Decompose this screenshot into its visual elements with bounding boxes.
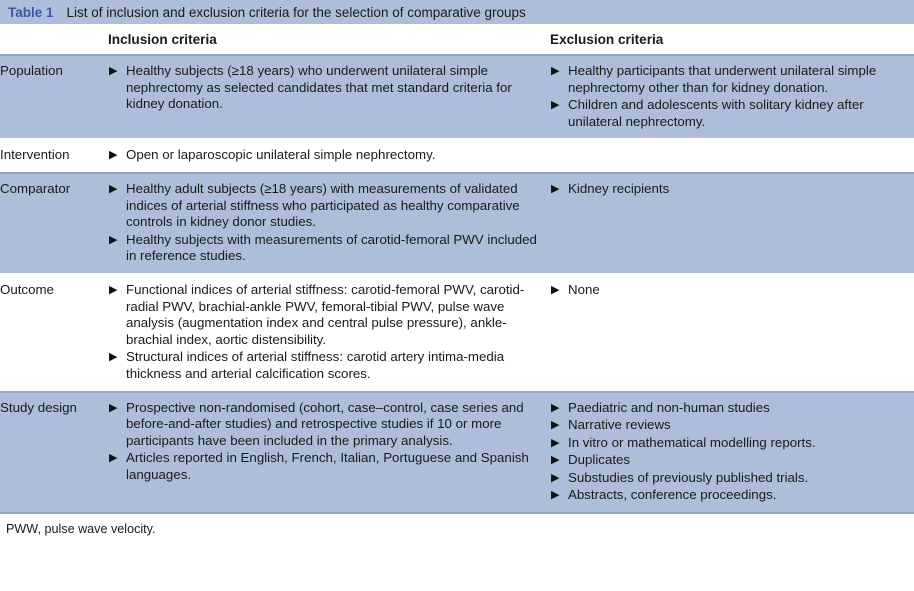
list-item <box>550 400 908 417</box>
list-item-text: Healthy participants that underwent unilateral simple nephrectomy other than for kidney donation. <box>568 63 877 95</box>
exclusion-list <box>550 400 908 505</box>
list-item <box>550 487 908 504</box>
list-item <box>550 63 908 96</box>
table-caption-label: Table 1 <box>8 4 54 20</box>
table-body <box>0 55 914 513</box>
list-item-text: In vitro or mathematical modelling reports. <box>568 434 816 450</box>
list-item <box>550 181 908 198</box>
cell-exclusion <box>550 55 914 139</box>
column-header-exclusion: Exclusion criteria <box>550 26 914 55</box>
table-caption-bar <box>0 0 914 26</box>
triangle-bullet-icon: ▶ <box>551 401 560 414</box>
triangle-bullet-icon: ▶ <box>109 149 118 162</box>
table-row <box>0 173 914 274</box>
inclusion-list <box>108 181 544 265</box>
list-item-text: Prospective non-randomised (cohort, case–control, case series and before-and-after studies) and retrospective studies if 10 or more participants have been included in the primary analysis. <box>126 399 524 448</box>
list-item-text: Paediatric and non-human studies <box>568 399 770 415</box>
row-label: Comparator <box>0 173 108 274</box>
list-item <box>550 452 908 469</box>
triangle-bullet-icon: ▶ <box>109 233 118 246</box>
list-item-text: Open or laparoscopic unilateral simple nephrectomy. <box>126 147 436 163</box>
column-header-category <box>0 26 108 55</box>
list-item-text: Children and adolescents with solitary kidney after unilateral nephrectomy. <box>568 97 864 129</box>
table-row <box>0 139 914 173</box>
list-item-text: Abstracts, conference proceedings. <box>568 487 777 503</box>
cell-inclusion <box>108 392 550 514</box>
cell-inclusion <box>108 274 550 392</box>
list-item <box>550 97 908 130</box>
triangle-bullet-icon: ▶ <box>551 454 560 467</box>
triangle-bullet-icon: ▶ <box>551 65 560 77</box>
list-item <box>108 282 544 348</box>
list-item <box>550 435 908 452</box>
cell-exclusion <box>550 173 914 274</box>
cell-exclusion <box>550 274 914 392</box>
row-label: Intervention <box>0 139 108 173</box>
list-item-text: Healthy subjects with measurements of carotid-femoral PWV included in reference studies. <box>126 231 537 264</box>
cell-exclusion <box>550 392 914 514</box>
cell-exclusion <box>550 139 914 173</box>
triangle-bullet-icon: ▶ <box>109 182 118 195</box>
inclusion-list <box>108 282 544 383</box>
list-item-text: Kidney recipients <box>568 180 670 196</box>
table-caption-text: List of inclusion and exclusion criteria for the selection of comparative groups <box>66 4 526 20</box>
triangle-bullet-icon: ▶ <box>109 351 118 364</box>
triangle-bullet-icon: ▶ <box>109 401 118 414</box>
list-item-text: Articles reported in English, French, Italian, Portuguese and Spanish languages. <box>126 450 529 482</box>
list-item <box>108 349 544 382</box>
inclusion-list <box>108 400 544 484</box>
triangle-bullet-icon: ▶ <box>109 452 118 465</box>
table-row <box>0 392 914 514</box>
inclusion-list <box>108 63 544 113</box>
triangle-bullet-icon: ▶ <box>551 182 560 195</box>
list-item-text: Functional indices of arterial stiffness: carotid-femoral PWV, carotid-radial PWV, brachial-ankle PWV, femoral-tibial PWV, pulse wave analysis (augmentation index and central pulse pressure), ankle-brachial index, aortic distensibility. <box>126 281 525 347</box>
list-item <box>550 417 908 434</box>
triangle-bullet-icon: ▶ <box>109 283 118 296</box>
cell-inclusion <box>108 55 550 139</box>
list-item-text: Duplicates <box>568 452 631 468</box>
triangle-bullet-icon: ▶ <box>551 471 560 484</box>
inclusion-list <box>108 147 544 164</box>
triangle-bullet-icon: ▶ <box>551 99 560 112</box>
exclusion-list <box>550 282 908 299</box>
list-item <box>108 232 544 265</box>
list-item <box>108 63 544 113</box>
row-label: Population <box>0 55 108 139</box>
row-label: Study design <box>0 392 108 514</box>
column-header-inclusion: Inclusion criteria <box>108 26 550 55</box>
list-item <box>108 450 544 483</box>
list-item-text: Healthy subjects (≥18 years) who underwent unilateral simple nephrectomy as selected candidates that met standard criteria for kidney donation. <box>126 63 512 112</box>
list-item-text: Healthy adult subjects (≥18 years) with measurements of validated indices of arterial stiffness who participated as healthy comparative controls in kidney donor studies. <box>126 180 520 230</box>
triangle-bullet-icon: ▶ <box>551 436 560 449</box>
criteria-table <box>0 26 914 514</box>
exclusion-list <box>550 181 908 198</box>
list-item <box>550 470 908 487</box>
triangle-bullet-icon: ▶ <box>551 283 560 296</box>
cell-inclusion <box>108 173 550 274</box>
list-item-text: Structural indices of arterial stiffness: carotid artery intima-media thickness and arterial calcification scores. <box>126 349 505 381</box>
list-item <box>108 181 544 231</box>
list-item <box>108 400 544 450</box>
list-item-text: Substudies of previously published trials. <box>568 469 809 485</box>
triangle-bullet-icon: ▶ <box>551 489 560 502</box>
list-item-text: Narrative reviews <box>568 417 671 433</box>
triangle-bullet-icon: ▶ <box>109 65 118 77</box>
table-row <box>0 55 914 139</box>
list-item-text: None <box>568 281 600 297</box>
cell-inclusion <box>108 139 550 173</box>
list-item <box>550 282 908 299</box>
list-item <box>108 147 544 164</box>
table-footnote: PWW, pulse wave velocity. <box>0 514 914 536</box>
row-label: Outcome <box>0 274 108 392</box>
table-row <box>0 274 914 392</box>
table-header-row <box>0 26 914 55</box>
triangle-bullet-icon: ▶ <box>551 419 560 432</box>
exclusion-list <box>550 63 908 130</box>
